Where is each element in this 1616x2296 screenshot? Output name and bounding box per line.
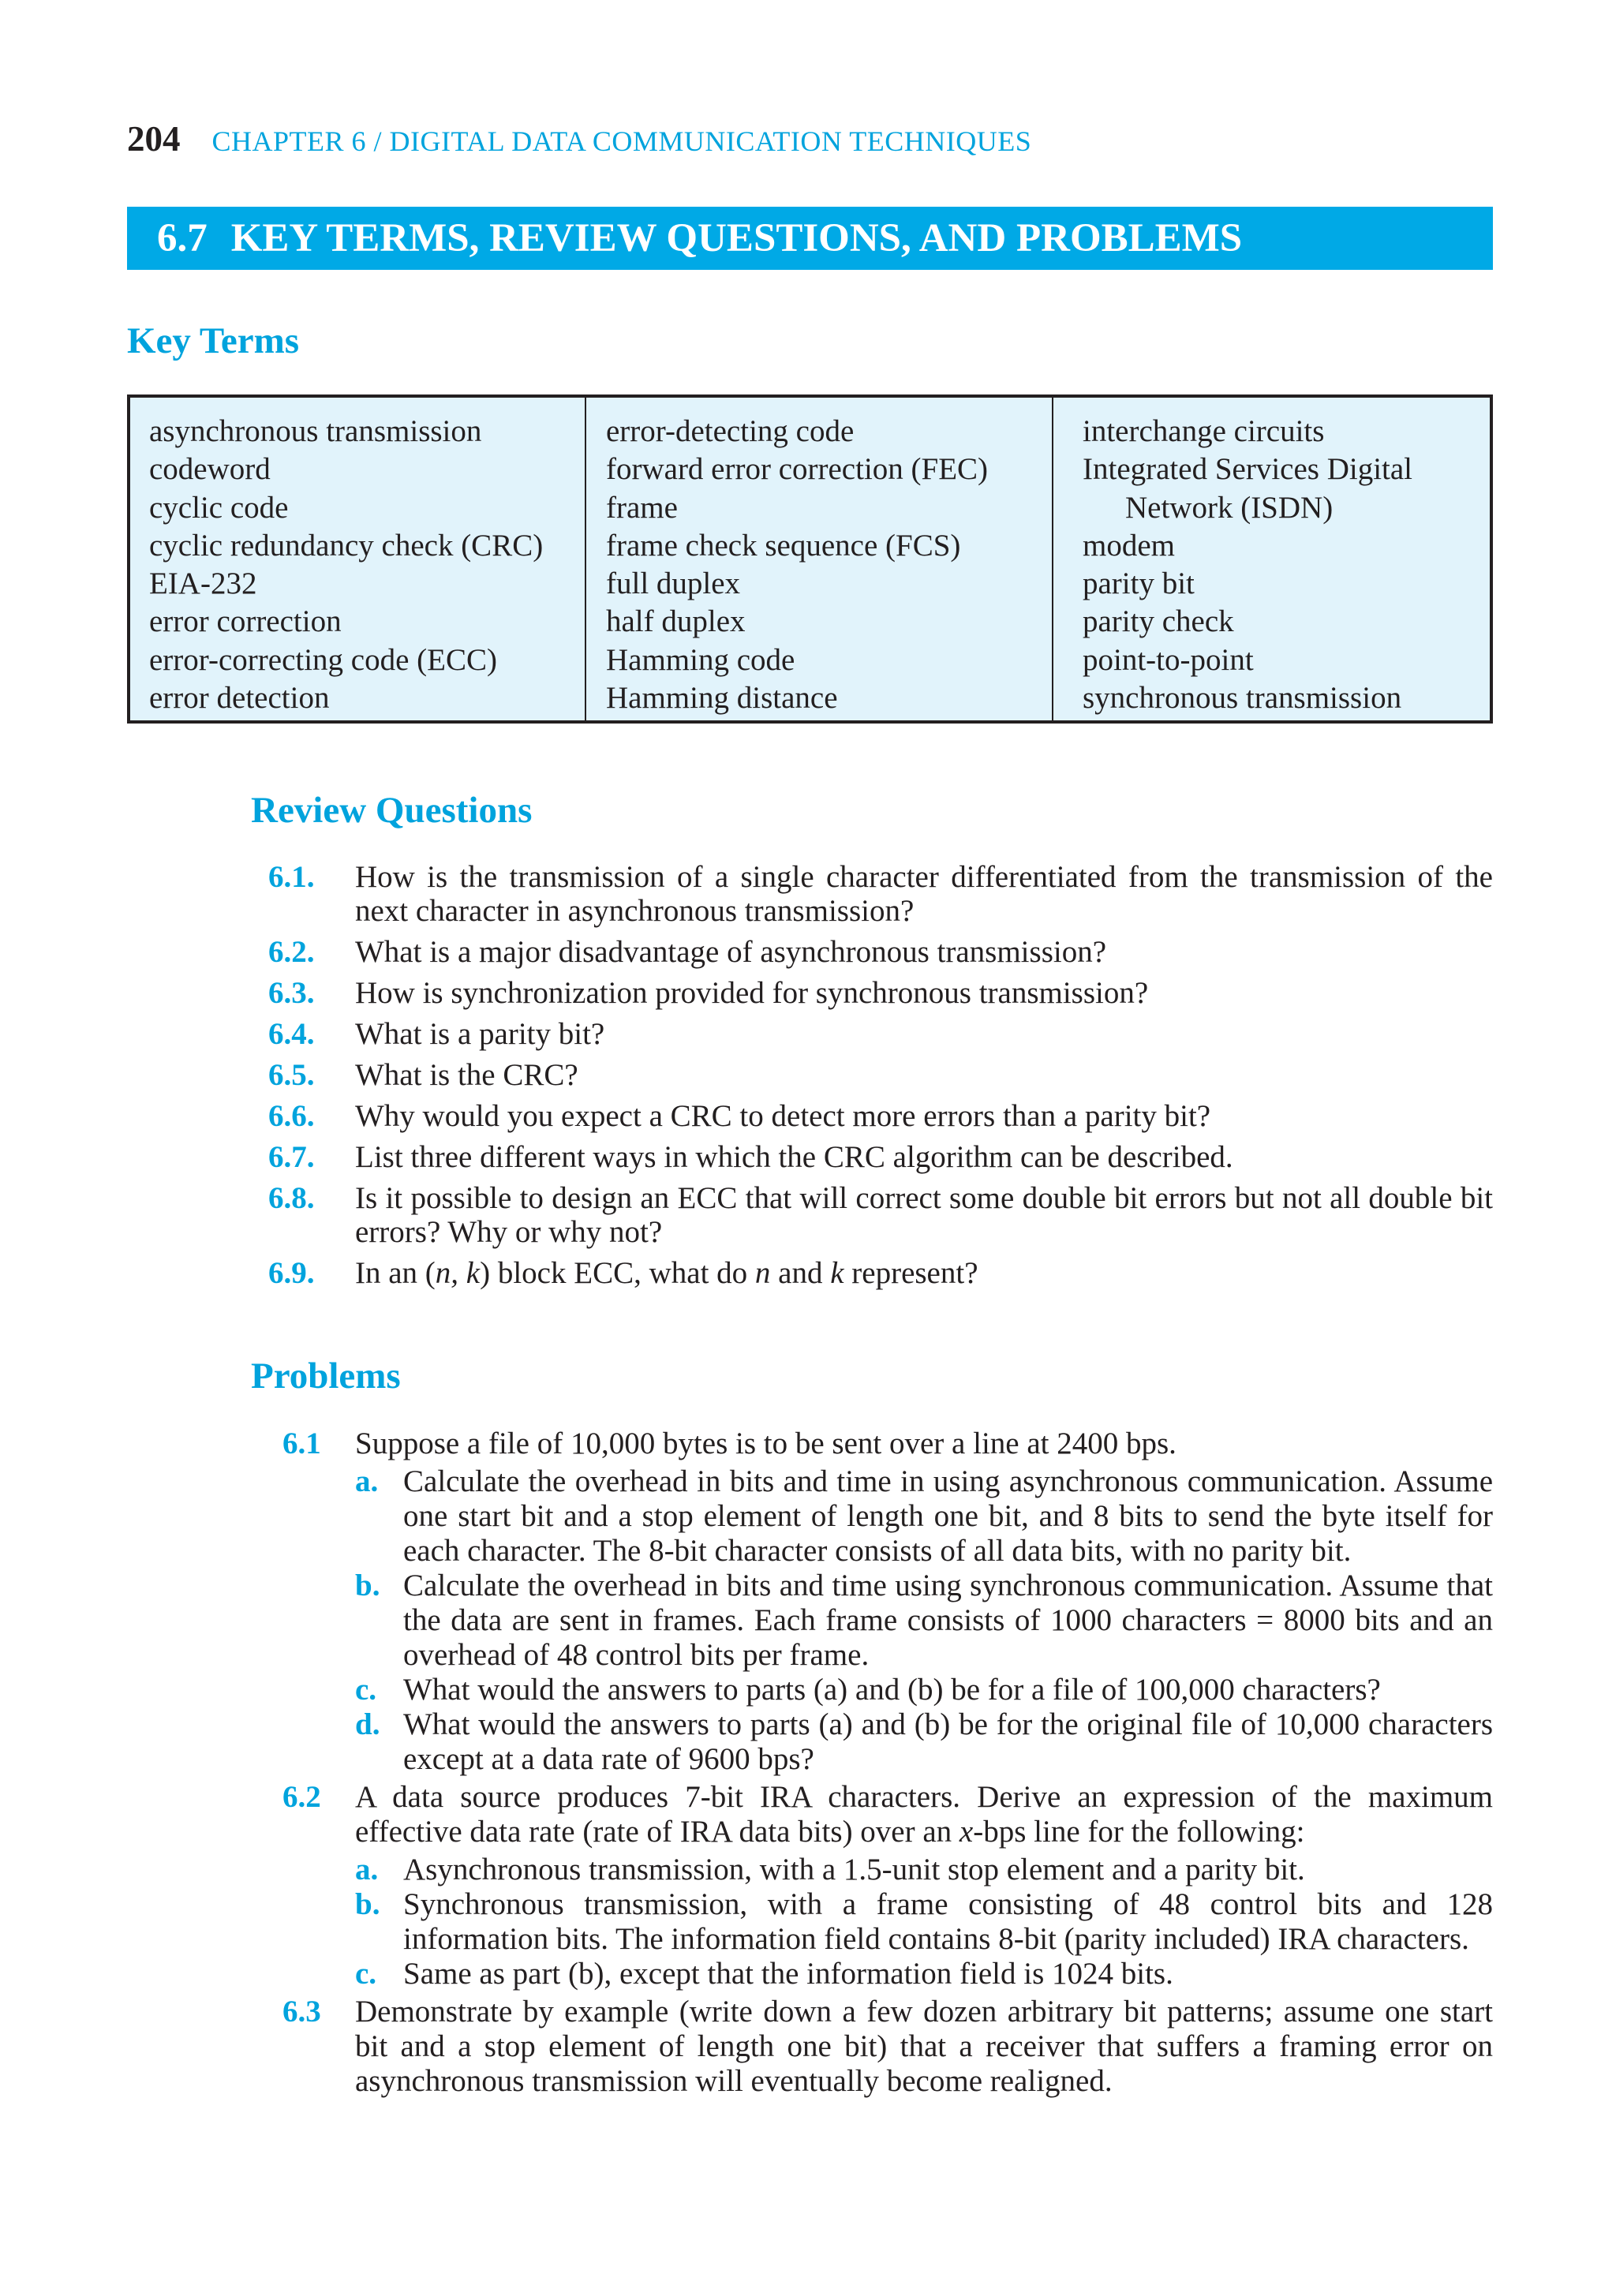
- problem-part: [355, 1464, 1493, 1569]
- math-variable: x: [959, 1815, 974, 1849]
- key-term: error detection: [149, 681, 330, 716]
- problem-part: [355, 1887, 1493, 1957]
- question-number: 6.6.: [268, 1099, 315, 1133]
- review-question: [268, 1058, 1493, 1092]
- math-variable: n: [754, 1256, 771, 1290]
- text-fragment: A data source produces 7-bit IRA characters. Derive an expression of the maximum effective data rate (rate of IRA data bits) over an: [355, 1780, 1493, 1849]
- problems-heading: Problems: [251, 1356, 401, 1397]
- problem: [268, 1780, 1493, 1991]
- part-text: Same as part (b), except that the information field is 1024 bits.: [403, 1957, 1173, 1991]
- review-question: [268, 935, 1493, 969]
- review-question: [268, 976, 1493, 1010]
- key-term: half duplex: [606, 604, 746, 639]
- review-question: [268, 1017, 1493, 1051]
- math-variable: n, k: [435, 1256, 481, 1290]
- problem-part: [355, 1673, 1493, 1707]
- question-text: [355, 1256, 978, 1290]
- page-header: [127, 118, 1031, 159]
- part-text: What would the answers to parts (a) and (b) be for the original file of 10,000 characters except at a data rate of 9600 bps?: [403, 1707, 1493, 1776]
- key-term: EIA-232: [149, 567, 257, 601]
- key-term: cyclic code: [149, 490, 289, 525]
- problems-list: [268, 1427, 1493, 2102]
- running-head: CHAPTER 6 / DIGITAL DATA COMMUNICATION TECHNIQUES: [211, 125, 1032, 157]
- review-question: [268, 1099, 1493, 1133]
- part-letter: c.: [355, 1957, 377, 1991]
- page-number: 204: [127, 119, 181, 159]
- key-terms-box: [127, 395, 1493, 724]
- problem-number: 6.2: [282, 1780, 321, 1814]
- review-question: [268, 1181, 1493, 1249]
- problem-part: [355, 1957, 1493, 1991]
- key-term-continuation: Network (ISDN): [1125, 490, 1334, 525]
- key-term: parity bit: [1083, 567, 1195, 601]
- problem-text: [355, 1780, 1493, 1849]
- question-text: How is synchronization provided for synchronous transmission?: [355, 976, 1149, 1010]
- question-number: 6.7.: [268, 1140, 315, 1174]
- problem-number: 6.1: [282, 1427, 321, 1460]
- problem-number: 6.3: [282, 1995, 321, 2029]
- key-term: frame check sequence (FCS): [606, 528, 961, 563]
- text-fragment: represent?: [844, 1256, 978, 1290]
- key-terms-column-2: [585, 398, 1052, 720]
- key-term: synchronous transmission: [1083, 681, 1402, 716]
- question-number: 6.9.: [268, 1256, 315, 1290]
- problem: [268, 1995, 1493, 2099]
- key-term: Hamming code: [606, 642, 795, 677]
- key-term: error-detecting code: [606, 414, 855, 448]
- question-text: What is a major disadvantage of asynchronous transmission?: [355, 935, 1107, 969]
- review-questions-list: [268, 860, 1493, 1297]
- part-letter: b.: [355, 1887, 380, 1921]
- section-number: 6.7: [157, 216, 208, 260]
- key-term: frame: [606, 490, 678, 525]
- text-fragment: and: [770, 1256, 831, 1290]
- section-title: KEY TERMS, REVIEW QUESTIONS, AND PROBLEMS: [230, 216, 1243, 260]
- key-terms-column-1: [130, 398, 585, 720]
- question-number: 6.3.: [268, 976, 315, 1010]
- math-variable: k: [830, 1256, 844, 1290]
- part-letter: b.: [355, 1569, 380, 1602]
- part-letter: a.: [355, 1853, 379, 1887]
- key-term: error-correcting code (ECC): [149, 642, 497, 677]
- key-term: modem: [1083, 528, 1175, 563]
- part-text: Asynchronous transmission, with a 1.5-unit stop element and a parity bit.: [403, 1853, 1305, 1887]
- problem-text: Demonstrate by example (write down a few dozen arbitrary bit patterns; assume one start bit and a stop element of length one bit) that a receiver that suffers a framing error on asynchronous transmission will eventually become realigned.: [355, 1995, 1493, 2098]
- problem: [268, 1427, 1493, 1777]
- key-term: Hamming distance: [606, 681, 838, 716]
- question-text: List three different ways in which the CRC algorithm can be described.: [355, 1140, 1233, 1174]
- problem-part: [355, 1707, 1493, 1777]
- key-term: parity check: [1083, 604, 1234, 639]
- problem-text: Suppose a file of 10,000 bytes is to be sent over a line at 2400 bps.: [355, 1427, 1176, 1460]
- key-term: codeword: [149, 452, 271, 487]
- review-question: [268, 1256, 1493, 1290]
- question-text: Why would you expect a CRC to detect more errors than a parity bit?: [355, 1099, 1211, 1133]
- question-text: What is the CRC?: [355, 1058, 578, 1092]
- key-term: interchange circuits: [1083, 414, 1325, 448]
- review-question: [268, 1140, 1493, 1174]
- part-letter: d.: [355, 1707, 380, 1741]
- text-fragment: ) block ECC, what do: [480, 1256, 755, 1290]
- part-letter: c.: [355, 1673, 377, 1707]
- part-text: Synchronous transmission, with a frame consisting of 48 control bits and 128 information bits. The information field contains 8-bit (parity included) IRA characters.: [403, 1887, 1493, 1956]
- text-fragment: -bps line for the following:: [973, 1815, 1305, 1849]
- key-term: asynchronous transmission: [149, 414, 482, 448]
- question-number: 6.4.: [268, 1017, 315, 1051]
- question-number: 6.2.: [268, 935, 315, 969]
- key-terms-heading: Key Terms: [127, 320, 300, 361]
- key-term: error correction: [149, 604, 342, 639]
- key-term: full duplex: [606, 567, 741, 601]
- key-term: cyclic redundancy check (CRC): [149, 528, 544, 563]
- key-terms-column-3: [1052, 398, 1490, 720]
- question-text: What is a parity bit?: [355, 1017, 605, 1051]
- part-letter: a.: [355, 1464, 379, 1498]
- part-text: Calculate the overhead in bits and time using synchronous communication. Assume that the data are sent in frames. Each frame consists of 1000 characters = 8000 bits and an overhead of 48 control bits per frame.: [403, 1569, 1493, 1672]
- text-fragment: In an (: [355, 1256, 436, 1290]
- question-text: Is it possible to design an ECC that will correct some double bit errors but not all double bit errors? Why or why not?: [355, 1181, 1493, 1249]
- question-text: How is the transmission of a single character differentiated from the transmission of the next character in asynchronous transmission?: [355, 860, 1493, 928]
- section-title-bar: [127, 207, 1493, 270]
- key-term: forward error correction (FEC): [606, 452, 989, 487]
- part-text: Calculate the overhead in bits and time in using asynchronous communication. Assume one start bit and a stop element of length one bit, and 8 bits to send the byte itself for each character. The 8-bit character consists of all data bits, with no parity bit.: [403, 1464, 1493, 1568]
- problem-part: [355, 1853, 1493, 1887]
- review-question: [268, 860, 1493, 928]
- part-text: What would the answers to parts (a) and (b) be for a file of 100,000 characters?: [403, 1673, 1381, 1707]
- review-questions-heading: Review Questions: [251, 790, 533, 831]
- question-number: 6.8.: [268, 1181, 315, 1215]
- problem-part: [355, 1569, 1493, 1673]
- key-term: point-to-point: [1083, 642, 1254, 677]
- key-term: Integrated Services Digital: [1083, 452, 1413, 487]
- question-number: 6.1.: [268, 860, 315, 894]
- question-number: 6.5.: [268, 1058, 315, 1092]
